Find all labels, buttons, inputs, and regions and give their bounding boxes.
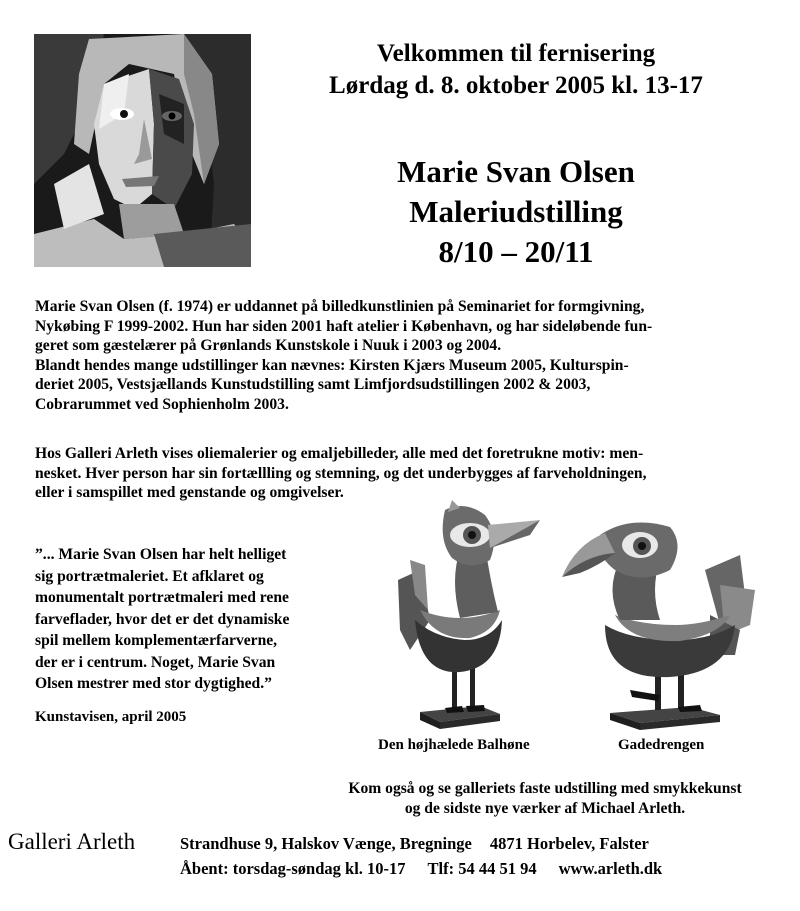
exhibition-heading (266, 152, 766, 272)
portrait-painting (34, 34, 251, 267)
quote-line: farveflader, hvor det er det dynamiske (35, 610, 290, 628)
quote-line: sig portrætmaleriet. Et afklaret og (35, 567, 264, 585)
address-street: Strandhuse 9, Halskov Vænge, Bregninge (180, 834, 472, 853)
text-line: Blandt hendes mange udstillinger kan nævnes: Kirsten Kjærs Museum 2005, Kulturspin- (35, 356, 629, 374)
text-line: Cobrarummet ved Sophienholm 2003. (35, 395, 289, 413)
quote-line: ”... Marie Svan Olsen har helt helliget (35, 546, 287, 563)
sculpture-caption-gadedrengen: Gadedrengen (618, 737, 705, 753)
artist-name: Marie Svan Olsen (397, 154, 635, 189)
text-line: geret som gæstelærer på Grønlands Kunstskole i Nuuk i 2003 og 2004. (35, 337, 502, 355)
text-line: deriet 2005, Vestsjællands Kunstudstilling samt Limfjordsudstillingen 2002 & 2003, (35, 376, 591, 394)
sculpture-caption-balhone: Den højhælede Balhøne (378, 737, 530, 753)
permanent-exhibition-note (300, 779, 790, 819)
contact-line (180, 859, 662, 879)
welcome-line: Velkommen til fernisering (376, 40, 656, 67)
text-line: eller i samspillet med genstande og omgivelser. (35, 484, 344, 502)
quote-line: der er i centrum. Noget, Marie Svan (35, 653, 276, 671)
exhibition-title: Maleriudstilling (409, 194, 623, 229)
quote-line: monumentalt portrætmaleri med rene (35, 589, 289, 606)
website-link[interactable]: www.arleth.dk (558, 859, 663, 878)
address-postal: 4871 Horbelev, Falster (489, 834, 649, 853)
text-line: Marie Svan Olsen (f. 1974) er uddannet på billedkunstlinien på Seminariet for formgivning, (35, 298, 645, 315)
text-line: nesket. Hver person har sin fortællling og stemning, og det underbygges af farveholdningen, (35, 464, 647, 482)
text-line: Kom også og se galleriets faste udstilling med smykkekunst (348, 780, 742, 797)
opening-date-line: Lørdag d. 8. oktober 2005 kl. 13-17 (329, 72, 703, 99)
gallery-name: Galleri Arleth (8, 829, 136, 854)
text-line: Hos Galleri Arleth vises oliemalerier og emaljebilleder, alle med det foretrukne motiv: men- (35, 445, 644, 462)
exhibition-paragraph (35, 444, 770, 503)
opening-hours: Åbent: torsdag-søndag kl. 10-17 (180, 859, 406, 878)
phone-number: Tlf: 54 44 51 94 (427, 859, 537, 878)
quote-source: Kunstavisen, april 2005 (35, 709, 187, 725)
exhibition-dates: 8/10 – 20/11 (438, 234, 594, 269)
sculpture-gadedrengen-image (560, 515, 770, 735)
text-line: og de sidste nye værker af Michael Arleth. (404, 800, 686, 817)
bio-paragraph (35, 297, 770, 415)
text-line: Nykøbing F 1999-2002. Hun har siden 2001 haft atelier i København, og har sideløbende fun- (35, 317, 653, 335)
quote-line: spil mellem komplementærfarverne, (35, 632, 278, 649)
opening-invitation (266, 38, 766, 102)
quote-line: Olsen mestrer med stor dygtighed.” (35, 675, 272, 692)
review-quote (35, 544, 365, 695)
sculpture-balhone-image (390, 500, 550, 732)
gallery-address (180, 834, 649, 854)
